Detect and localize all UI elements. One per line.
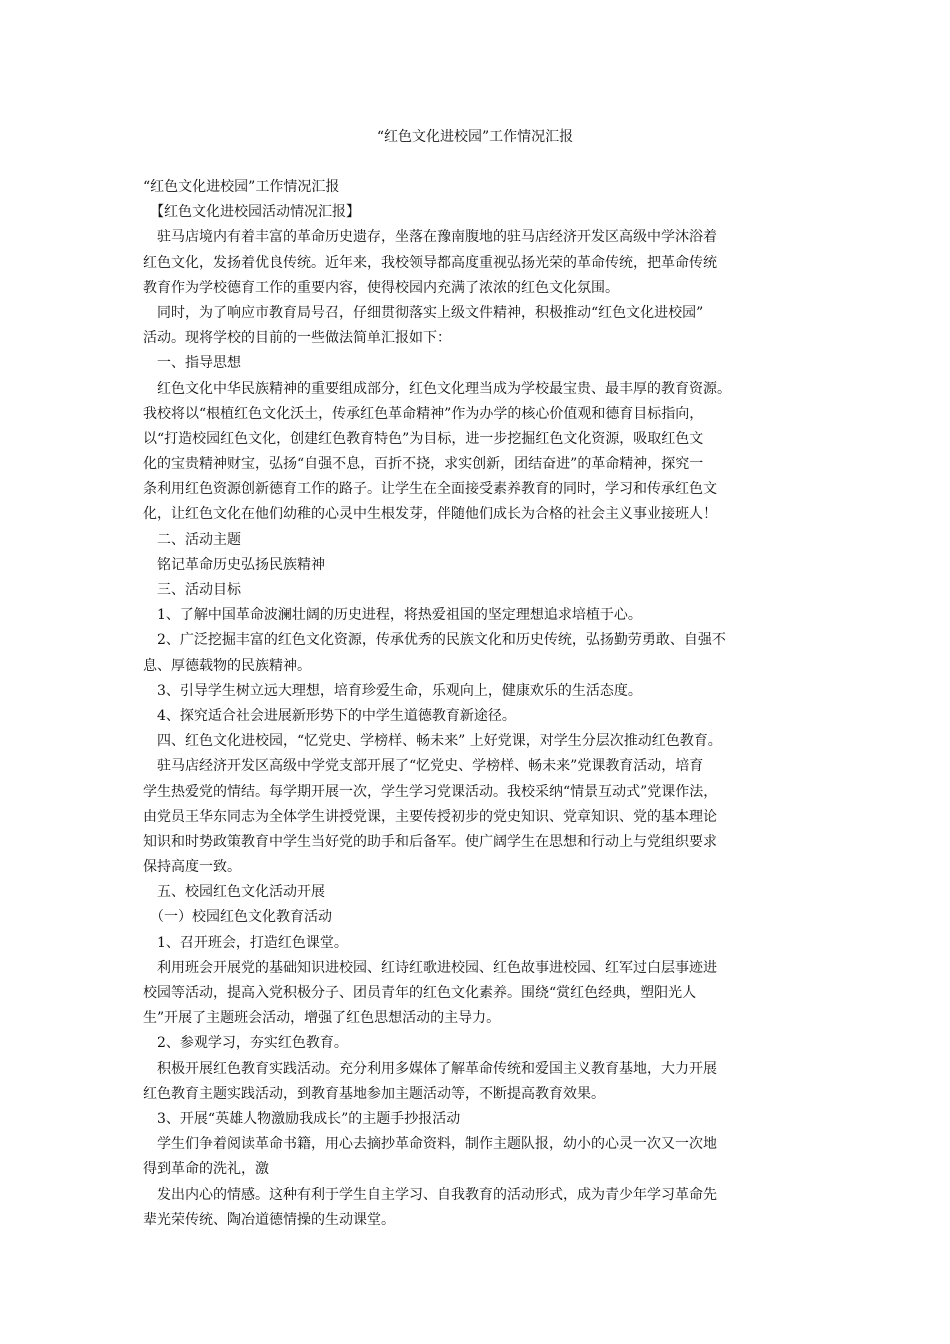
text-line: 化的宝贵精神财宝，弘扬“自强不息，百折不挠，求实创新，团结奋进”的革命精神，探究一 <box>143 456 704 473</box>
text-line: 利用班会开展党的基础知识进校园、红诗红歌进校园、红色故事进校园、红军过白层事迹进 <box>143 959 717 976</box>
document-body <box>143 175 823 1233</box>
text-line: 红色文化中华民族精神的重要组成部分，红色文化理当成为学校最宝贵、最丰厚的教育资源。 <box>143 380 731 397</box>
text-line: 【红色文化进校园活动情况汇报】 <box>143 204 360 221</box>
text-line: 驻马店经济开发区高级中学党支部开展了“忆党史、学榜样、畅未来”党课教育活动，培育 <box>143 758 704 775</box>
text-line: 学生热爱党的情结。每学期开展一次，学生学习党课活动。我校采纳“情景互动式”党课作法， <box>143 783 718 800</box>
text-line: 三、活动目标 <box>143 582 241 598</box>
text-line: 红色文化，发扬着优良传统。近年来，我校领导都高度重视弘扬光荣的革命传统，把革命传统 <box>143 254 717 271</box>
text-line: 同时，为了响应市教育局号召，仔细贯彻落实上级文件精神，积极推动“红色文化进校园” <box>143 304 704 321</box>
text-line: 活动。现将学校的目前的一些做法简单汇报如下： <box>143 330 451 347</box>
text-line: 知识和时势政策教育中学生当好党的助手和后备军。使广阔学生在思想和行动上与党组织要求 <box>143 833 717 850</box>
text-line: 五、校园红色文化活动开展 <box>143 884 325 901</box>
text-line: 息、厚德载物的民族精神。 <box>143 657 311 674</box>
text-line: 化，让红色文化在他们幼稚的心灵中生根发芽，伴随他们成长为合格的社会主义事业接班人！ <box>143 506 717 523</box>
text-line: 铭记革命历史弘扬民族精神 <box>143 556 325 573</box>
text-line: 四、红色文化进校园，“忆党史、学榜样、畅未来” 上好党课，对学生分层次推动红色教育。 <box>143 733 722 750</box>
text-line: 得到革命的洗礼，激 <box>143 1161 269 1178</box>
text-line: 教育作为学校德育工作的重要内容，使得校园内充满了浓浓的红色文化氛围。 <box>143 279 619 296</box>
text-line: 二、活动主题 <box>143 531 241 548</box>
text-line: 3、开展“英雄人物激励我成长”的主题手抄报活动 <box>143 1110 461 1127</box>
text-line: 3、引导学生树立远大理想，培育珍爱生命，乐观向上，健康欢乐的生活态度。 <box>143 682 642 699</box>
text-line: 条利用红色资源创新德育工作的路子。让学生在全面接受素养教育的同时，学习和传承红色文 <box>143 481 717 498</box>
text-line: 辈光荣传统、陶冶道德情操的生动课堂。 <box>143 1211 395 1228</box>
text-line: 学生们争着阅读革命书籍，用心去摘抄革命资料，制作主题队报，幼小的心灵一次又一次地 <box>143 1136 717 1153</box>
text-line: 1、了解中国革命波澜壮阔的历史进程，将热爱祖国的坚定理想追求培植于心。 <box>143 607 642 624</box>
text-line: 驻马店境内有着丰富的革命历史遗存，坐落在豫南腹地的驻马店经济开发区高级中学沐浴着 <box>143 229 717 246</box>
text-line: 以“打造校园红色文化，创建红色教育特色”为目标，进一步挖掘红色文化资源，吸取红色文 <box>143 430 704 447</box>
text-line: 校园等活动，提高入党积极分子、团员青年的红色文化素养。围绕“赏红色经典，塑阳光人 <box>143 985 697 1001</box>
text-line: 1、召开班会，打造红色课堂。 <box>143 934 348 951</box>
text-line: “红色文化进校园”工作情况汇报 <box>143 179 340 195</box>
text-line: 生”开展了主题班会活动，增强了红色思想活动的主导力。 <box>143 1010 501 1027</box>
page-title: “红色文化进校园”工作情况汇报 <box>376 129 574 145</box>
text-line: （一）校园红色文化教育活动 <box>143 909 332 926</box>
text-line: 2、广泛挖掘丰富的红色文化资源，传承优秀的民族文化和历史传统，弘扬勤劳勇敢、自强不 <box>143 632 726 649</box>
text-line: 发出内心的情感。这种有利于学生自主学习、自我教育的活动形式，成为青少年学习革命先 <box>143 1186 717 1203</box>
text-line: 红色教育主题实践活动，到教育基地参加主题活动等，不断提高教育效果。 <box>143 1085 605 1102</box>
text-line: 保持高度一致。 <box>143 859 241 876</box>
text-line: 一、指导思想 <box>143 355 241 372</box>
text-line: 4、探究适合社会进展新形势下的中学生道德教育新途径。 <box>143 707 516 724</box>
text-line: 2、参观学习，夯实红色教育。 <box>143 1035 348 1052</box>
text-line: 由党员王华东同志为全体学生讲授党课，主要传授初步的党史知识、党章知识、党的基本理论 <box>143 808 717 825</box>
text-line: 我校将以“根植红色文化沃土，传承红色革命精神”作为办学的核心价值观和德育目标指向， <box>143 405 704 422</box>
text-line: 积极开展红色教育实践活动。充分利用多媒体了解革命传统和爱国主义教育基地，大力开展 <box>143 1060 717 1077</box>
